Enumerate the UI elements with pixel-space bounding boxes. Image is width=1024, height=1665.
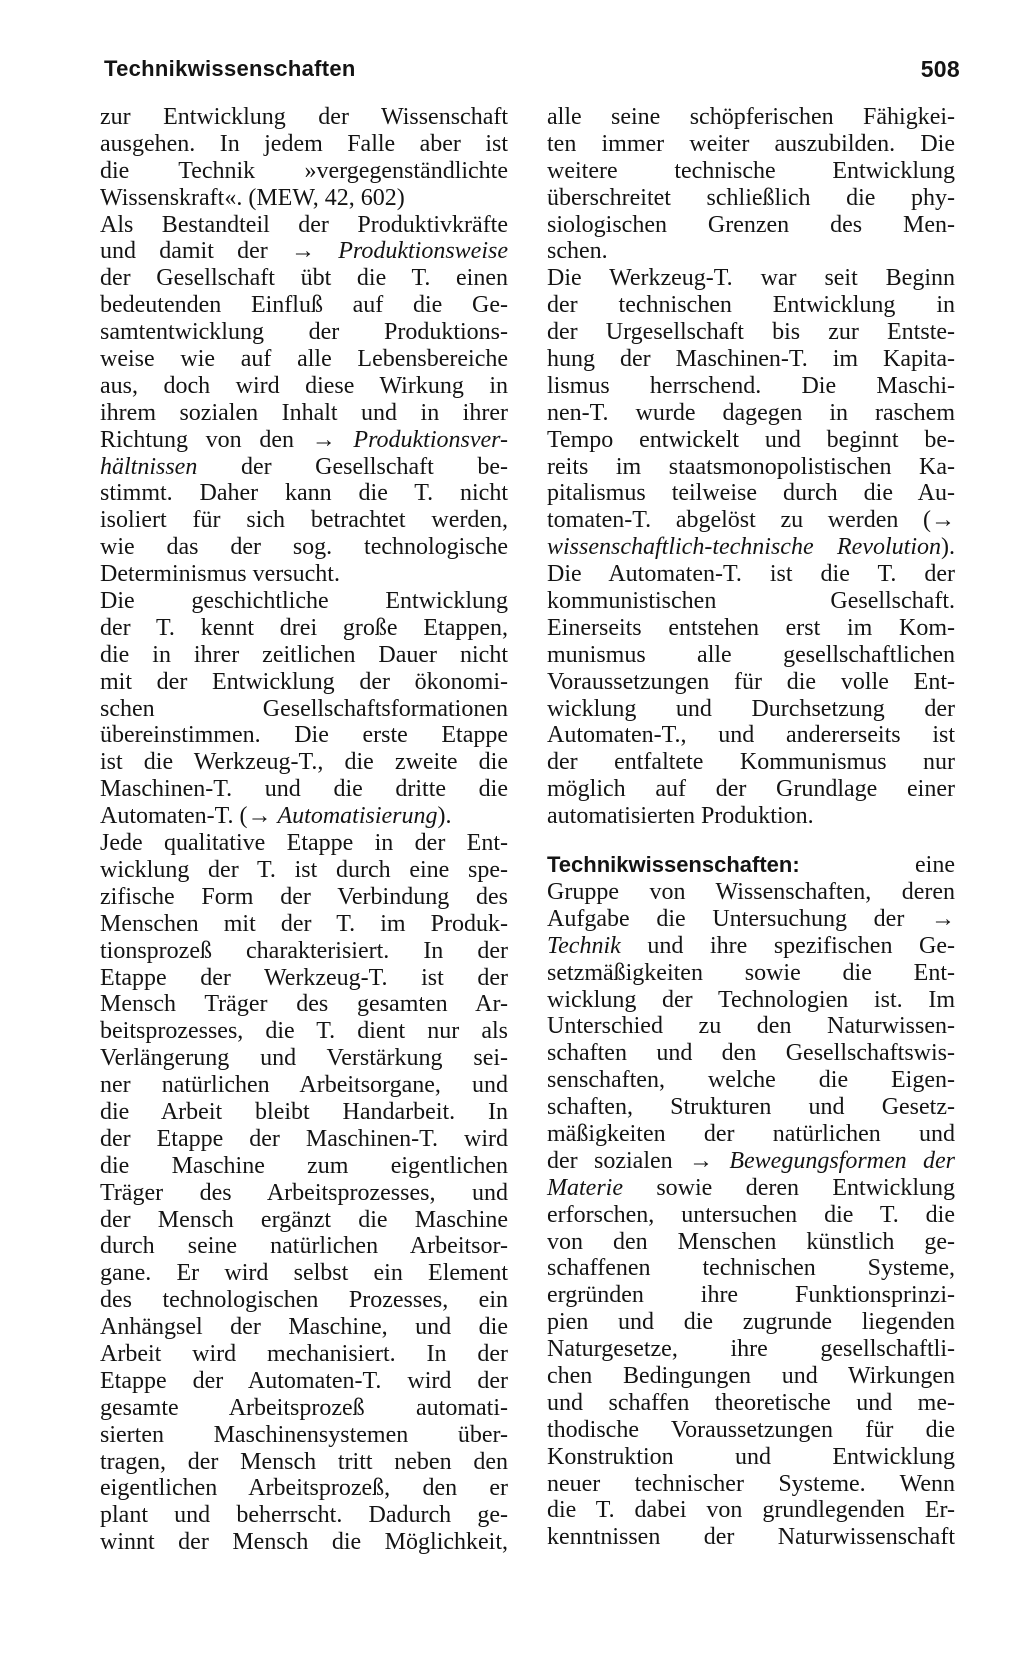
text-line: ausgehen. In jedem Falle aber ist — [100, 130, 508, 157]
text-line: die T. dabei von grundlegenden Er- — [547, 1497, 955, 1524]
text-line: zur Entwicklung der Wissenschaft — [100, 104, 508, 130]
text-line: Gruppe von Wissenschaften, deren — [547, 878, 955, 905]
text-line: der Etappe der Maschinen-T. wird — [100, 1125, 508, 1152]
text-line: die in ihrer zeitlichen Dauer nicht — [100, 641, 508, 668]
text-line: aus, doch wird diese Wirkung in — [100, 372, 508, 399]
text-line: ihrem sozialen Inhalt und in ihrer — [100, 399, 508, 426]
text-line: hung der Maschinen-T. im Kapita- — [547, 346, 955, 373]
text-line: tionsprozeß charakterisiert. In der — [100, 937, 508, 964]
text-line: möglich auf der Grundlage einer — [547, 776, 955, 803]
arrow-icon: → — [931, 507, 955, 534]
text-line: sierten Maschinensystemen über- — [100, 1421, 508, 1448]
text-line: Als Bestandteil der Produktivkräfte — [100, 211, 508, 238]
text-fragment: Aufgabe die Untersuchung der — [547, 905, 905, 932]
entry-headline — [547, 852, 955, 879]
text-fragment: und damit der — [100, 238, 268, 265]
text-line — [100, 454, 508, 481]
text-line: pien und die zugrunde liegenden — [547, 1309, 955, 1336]
text-line: Die Automaten-T. ist die T. der — [547, 561, 955, 588]
text-line: kommunistischen Gesellschaft. — [547, 588, 955, 615]
cross-reference-link[interactable]: Produktionsver- — [353, 426, 508, 453]
cross-reference-link[interactable]: Produktionsweise — [338, 238, 508, 265]
text-line: pitalismus teilweise durch die Au- — [547, 480, 955, 507]
text-line: Wissenskraft«. (MEW, 42, 602) — [100, 184, 405, 211]
text-line: ten immer weiter auszubilden. Die — [547, 130, 955, 157]
text-line: schen Gesellschaftsformationen — [100, 695, 508, 722]
text-line — [547, 933, 955, 960]
text-line: munismus alle gesellschaftlichen — [547, 641, 955, 668]
text-line: weise wie auf alle Lebensbereiche — [100, 346, 508, 373]
text-line: Voraussetzungen für die volle Ent- — [547, 668, 955, 695]
text-line: Jede qualitative Etappe in der Ent- — [100, 830, 508, 857]
text-line: Konstruktion und Entwicklung — [547, 1443, 955, 1470]
text-line: der technischen Entwicklung in — [547, 292, 955, 319]
text-line: ner natürlichen Arbeitsorgane, und — [100, 1072, 508, 1099]
arrow-icon: → — [247, 803, 272, 830]
text-line: wicklung der T. ist durch eine spe- — [100, 856, 508, 883]
text-line: zifische Form der Verbindung des — [100, 883, 508, 910]
running-head-title: Technikwissenschaften — [104, 56, 356, 81]
text-line: der Mensch ergänzt die Maschine — [100, 1206, 508, 1233]
text-line: stimmt. Daher kann die T. nicht — [100, 480, 508, 507]
text-line: Automaten-T., und andererseits ist — [547, 722, 955, 749]
text-fragment: und ihre spezifischen Ge- — [647, 932, 955, 959]
text-line: ist die Werkzeug-T., die zweite die — [100, 749, 508, 776]
text-line: schen. — [547, 238, 608, 265]
text-line: Maschinen-T. und die dritte die — [100, 776, 508, 803]
text-line — [100, 803, 508, 830]
text-line: thodische Voraussetzungen für die — [547, 1416, 955, 1443]
text-line: Mensch Träger des gesamten Ar- — [100, 991, 508, 1018]
text-line — [547, 507, 955, 534]
text-line: reits im staatsmonopolistischen Ka- — [547, 453, 955, 480]
text-line: eigentlichen Arbeitsprozeß, den er — [100, 1475, 508, 1502]
text-fragment: der sozialen — [547, 1147, 673, 1174]
paragraph-gap — [547, 830, 955, 852]
cross-reference-link[interactable]: Automatisierung — [277, 803, 438, 830]
text-line: tragen, der Mensch tritt neben den — [100, 1448, 508, 1475]
text-line — [547, 1148, 955, 1175]
text-line: der entfaltete Kommunismus nur — [547, 749, 955, 776]
text-line: plant und beherrscht. Dadurch ge- — [100, 1502, 508, 1529]
text-line: Unterschied zu den Naturwissen- — [547, 1013, 955, 1040]
arrow-icon: → — [689, 1147, 713, 1174]
text-line: schaften, Strukturen und Gesetz- — [547, 1094, 955, 1121]
text-line: chen Bedingungen und Wirkungen — [547, 1362, 955, 1389]
text-line: lismus herrschend. Die Maschi- — [547, 372, 955, 399]
text-line: und schaffen theoretische und me- — [547, 1389, 955, 1416]
left-column — [100, 104, 508, 1556]
text-line: überschreitet schließlich die phy- — [547, 184, 955, 211]
text-fragment: tomaten-T. abgelöst zu werden ( — [547, 507, 931, 534]
text-line: nen-T. wurde dagegen in raschem — [547, 399, 955, 426]
text-line: isoliert für sich betrachtet werden, — [100, 507, 508, 534]
text-line: wicklung der Technologien ist. Im — [547, 986, 955, 1013]
text-line: die Maschine zum eigentlichen — [100, 1152, 508, 1179]
text-line: siologischen Grenzen des Men- — [547, 211, 955, 238]
text-line: wicklung und Durchsetzung der — [547, 695, 955, 722]
text-fragment: der Gesellschaft be- — [240, 453, 509, 480]
running-head — [104, 56, 960, 86]
text-line — [100, 427, 508, 454]
cross-reference-link[interactable]: Materie — [547, 1174, 623, 1201]
text-line: setzmäßigkeiten sowie die Ent- — [547, 959, 955, 986]
text-line: Tempo entwickelt und beginnt be- — [547, 426, 955, 453]
text-line: Anhängsel der Maschine, und die — [100, 1314, 508, 1341]
arrow-icon: → — [931, 905, 956, 932]
text-line: der Gesellschaft übt die T. einen — [100, 265, 508, 292]
text-line: Etappe der Werkzeug-T. ist der — [100, 964, 508, 991]
text-line: mit der Entwicklung der ökonomi- — [100, 668, 508, 695]
text-line: übereinstimmen. Die erste Etappe — [100, 722, 508, 749]
text-line: wie das der sog. technologische — [100, 534, 508, 561]
text-line: beitsprozesses, die T. dient nur als — [100, 1018, 508, 1045]
text-line: schaffenen technischen Systeme, — [547, 1255, 955, 1282]
cross-reference-link[interactable]: wissenschaftlich-technische Revolution — [547, 534, 941, 561]
text-line: erforschen, untersuchen die T. die — [547, 1201, 955, 1228]
text-line: ergründen ihre Funktionsprinzi- — [547, 1282, 955, 1309]
text-line: weitere technische Entwicklung — [547, 157, 955, 184]
text-fragment: Automaten-T. ( — [100, 803, 248, 830]
arrow-icon: → — [311, 426, 336, 453]
text-fragment: ). — [437, 803, 452, 830]
text-line: senschaften, welche die Eigen- — [547, 1067, 955, 1094]
text-line: Naturgesetze, ihre gesellschaftli- — [547, 1336, 955, 1363]
cross-reference-link[interactable]: Technik — [547, 932, 621, 959]
text-line: gane. Er wird selbst ein Element — [100, 1260, 508, 1287]
text-line — [547, 906, 955, 933]
text-line: die Arbeit bleibt Handarbeit. In — [100, 1098, 508, 1125]
text-line: Arbeit wird mechanisiert. In der — [100, 1340, 508, 1367]
text-line: der Urgesellschaft bis zur Entste- — [547, 319, 955, 346]
text-line: Träger des Arbeitsprozesses, und — [100, 1179, 508, 1206]
text-line: der T. kennt drei große Etappen, — [100, 614, 508, 641]
text-line: Menschen mit der T. im Produk- — [100, 910, 508, 937]
text-line: winnt der Mensch die Möglichkeit, — [100, 1529, 508, 1556]
text-line: gesamte Arbeitsprozeß automati- — [100, 1394, 508, 1421]
text-line: alle seine schöpferischen Fähigkei- — [547, 104, 955, 130]
text-line: Einerseits entstehen erst im Kom- — [547, 614, 955, 641]
entry-headword: Technikwissenschaften: — [547, 852, 800, 878]
text-line: Etappe der Automaten-T. wird der — [100, 1367, 508, 1394]
text-line: neuer technischer Systeme. Wenn — [547, 1470, 955, 1497]
text-line: von den Menschen künstlich ge- — [547, 1228, 955, 1255]
text-line: kenntnissen der Naturwissenschaft — [547, 1524, 955, 1551]
text-line: samtentwicklung der Produktions- — [100, 319, 508, 346]
text-line — [547, 534, 955, 561]
cross-reference-link[interactable]: hältnissen — [100, 453, 198, 480]
text-line: des technologischen Prozesses, ein — [100, 1287, 508, 1314]
cross-reference-link[interactable]: Bewegungsformen der — [729, 1147, 956, 1174]
text-fragment: ). — [941, 534, 955, 561]
text-line: mäßigkeiten der natürlichen und — [547, 1120, 955, 1147]
right-column — [547, 104, 955, 1551]
text-line: Verlängerung und Verstärkung sei- — [100, 1045, 508, 1072]
text-line: schaften und den Gesellschaftswis- — [547, 1040, 955, 1067]
text-line — [100, 238, 508, 265]
text-fragment: Richtung von den — [100, 426, 295, 453]
text-line: automatisierten Produktion. — [547, 803, 814, 830]
text-line — [547, 1175, 955, 1202]
text-line: Determinismus versucht. — [100, 561, 340, 588]
text-line: Die geschichtliche Entwicklung — [100, 588, 508, 615]
arrow-icon: → — [291, 238, 315, 265]
page-number: 508 — [920, 56, 960, 82]
text-line: Die Werkzeug-T. war seit Beginn — [547, 265, 955, 292]
text-line: die Technik »vergegenständlichte — [100, 157, 508, 184]
text-fragment: sowie deren Entwicklung — [656, 1174, 955, 1201]
text-fragment: eine — [915, 852, 955, 879]
text-line: bedeutenden Einfluß auf die Ge- — [100, 292, 508, 319]
text-line: durch seine natürlichen Arbeitsor- — [100, 1233, 508, 1260]
